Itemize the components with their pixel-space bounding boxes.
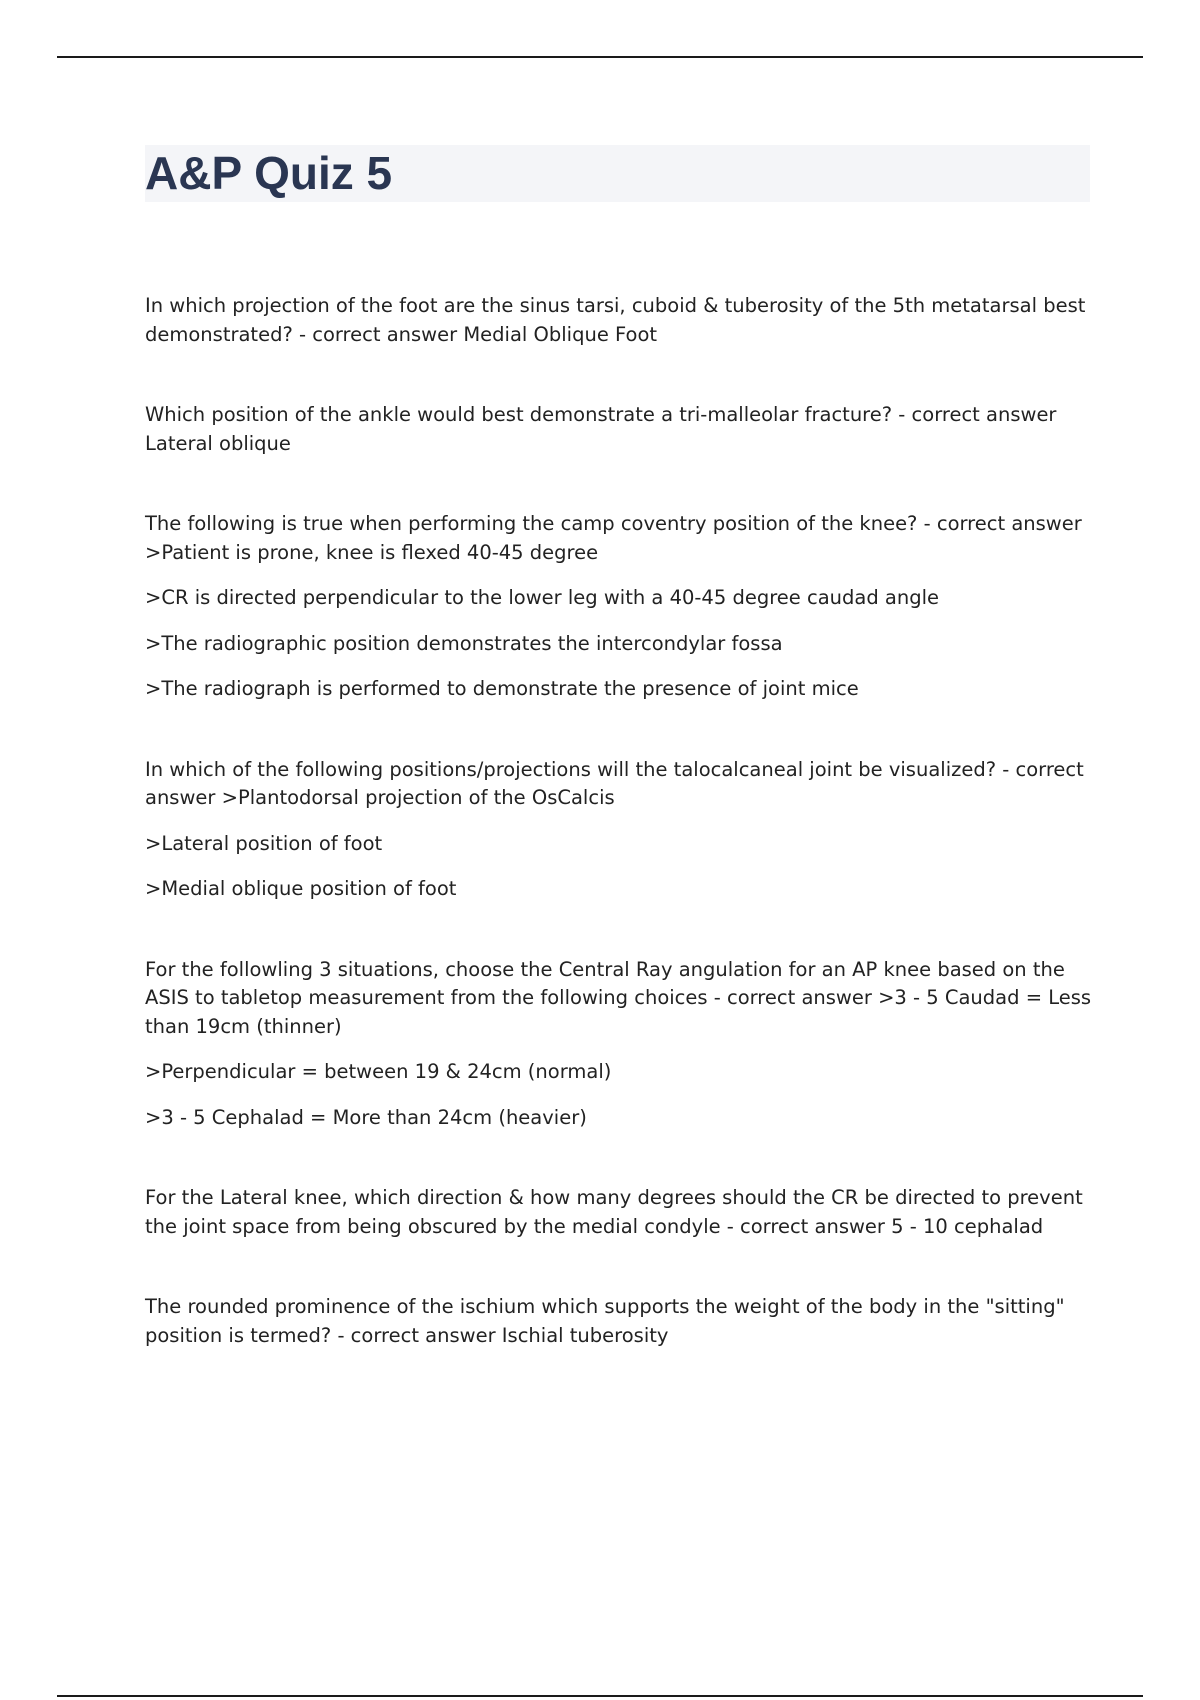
question-item — [145, 1293, 1095, 1350]
question-item — [145, 1184, 1095, 1241]
question-item — [145, 756, 1095, 904]
question-list — [145, 292, 1095, 1402]
answer-line: >Perpendicular = between 19 & 24cm (normal) — [145, 1060, 612, 1083]
question-text: The rounded prominence of the ischium which supports the weight of the body in the "sitting" position is termed? - correct answer Ischial tuberosity — [145, 1295, 1065, 1347]
question-text: In which of the following positions/projections will the talocalcaneal joint be visualized? - correct answer >Plantodorsal projection of the OsCalcis — [145, 757, 1084, 809]
question-item — [145, 510, 1095, 704]
question-text: In which projection of the foot are the sinus tarsi, cuboid & tuberosity of the 5th metatarsal best demonstrated? - correct answer Medial Oblique Foot — [145, 294, 1086, 346]
answer-line: >Lateral position of foot — [145, 831, 383, 855]
question-text: For the Lateral knee, which direction & how many degrees should the CR be directed to prevent the joint space from being obscured by the medial condyle - correct answer 5 - 10 cephalad — [145, 1186, 1083, 1238]
question-text: For the followling 3 situations, choose the Central Ray angulation for an AP knee based on the ASIS to tabletop measurement from the following choices - correct answer >3 - 5 Caudad = Less than 19cm (thinner) — [145, 957, 1092, 1038]
answer-line: >The radiographic position demonstrates the intercondylar fossa — [145, 631, 783, 655]
answer-line: >Medial oblique position of foot — [145, 877, 457, 900]
question-item — [145, 401, 1095, 458]
answer-line: >CR is directed perpendicular to the lower leg with a 40-45 degree caudad angle — [145, 586, 940, 609]
answer-line: >3 - 5 Cephalad = More than 24cm (heavier) — [145, 1105, 587, 1129]
answer-line: >The radiograph is performed to demonstrate the presence of joint mice — [145, 677, 859, 700]
question-text: The following is true when performing the camp coventry position of the knee? - correct answer >Patient is prone, knee is flexed 40-45 degree — [145, 512, 1082, 564]
question-text: Which position of the ankle would best demonstrate a tri-malleolar fracture? - correct answer Lateral oblique — [145, 403, 1057, 455]
page-title: A&P Quiz 5 — [145, 147, 393, 199]
question-item — [145, 956, 1095, 1133]
bottom-rule — [57, 1695, 1143, 1697]
question-item — [145, 292, 1095, 349]
top-rule — [57, 56, 1143, 58]
